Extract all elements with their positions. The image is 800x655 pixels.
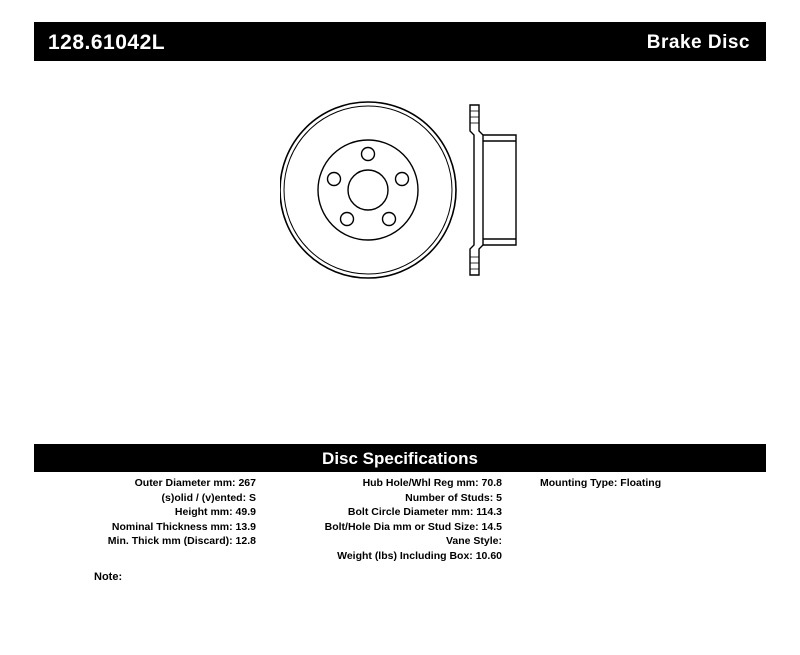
part-number: 128.61042L	[48, 31, 166, 54]
rotor-hub-hole	[348, 170, 388, 210]
spec-item: Mounting Type: Floating	[540, 477, 662, 489]
spec-item: Min. Thick mm (Discard): 12.8	[107, 535, 256, 548]
spec-item: Hub Hole/Whl Reg mm: 70.8	[362, 477, 502, 489]
spec-item: Height mm: 49.9	[174, 506, 256, 519]
rotor-outer-edge-inner	[284, 106, 452, 274]
header-bar	[34, 22, 766, 61]
spec-item: Weight (lbs) Including Box: 10.60	[337, 549, 502, 562]
spec-section-bar	[34, 444, 766, 472]
rotor-side-view	[470, 105, 516, 275]
brake-disc-drawing	[280, 95, 540, 285]
spec-middle-column	[274, 476, 502, 564]
spec-section-title: Disc Specifications	[322, 449, 478, 468]
spec-item: Outer Diameter mm: 267	[134, 477, 256, 489]
spec-right-column	[540, 476, 766, 491]
rotor-outer-edge	[280, 102, 456, 278]
spec-item: Bolt Circle Diameter mm: 114.3	[347, 506, 502, 519]
note-label: Note:	[94, 571, 123, 583]
brake-disc-diagram-svg	[280, 95, 540, 285]
spec-item: Vane Style:	[445, 535, 502, 548]
spec-item: (s)olid / (v)ented: S	[161, 491, 256, 504]
page-title: Brake Disc	[646, 32, 750, 53]
spec-left-column	[34, 476, 256, 549]
spec-item: Nominal Thickness mm: 13.9	[111, 520, 256, 533]
spec-item: Number of Studs: 5	[405, 491, 502, 504]
rotor-hat-outer	[318, 140, 418, 240]
spec-item: Bolt/Hole Dia mm or Stud Size: 14.5	[324, 520, 502, 533]
bolt-holes	[328, 148, 409, 226]
